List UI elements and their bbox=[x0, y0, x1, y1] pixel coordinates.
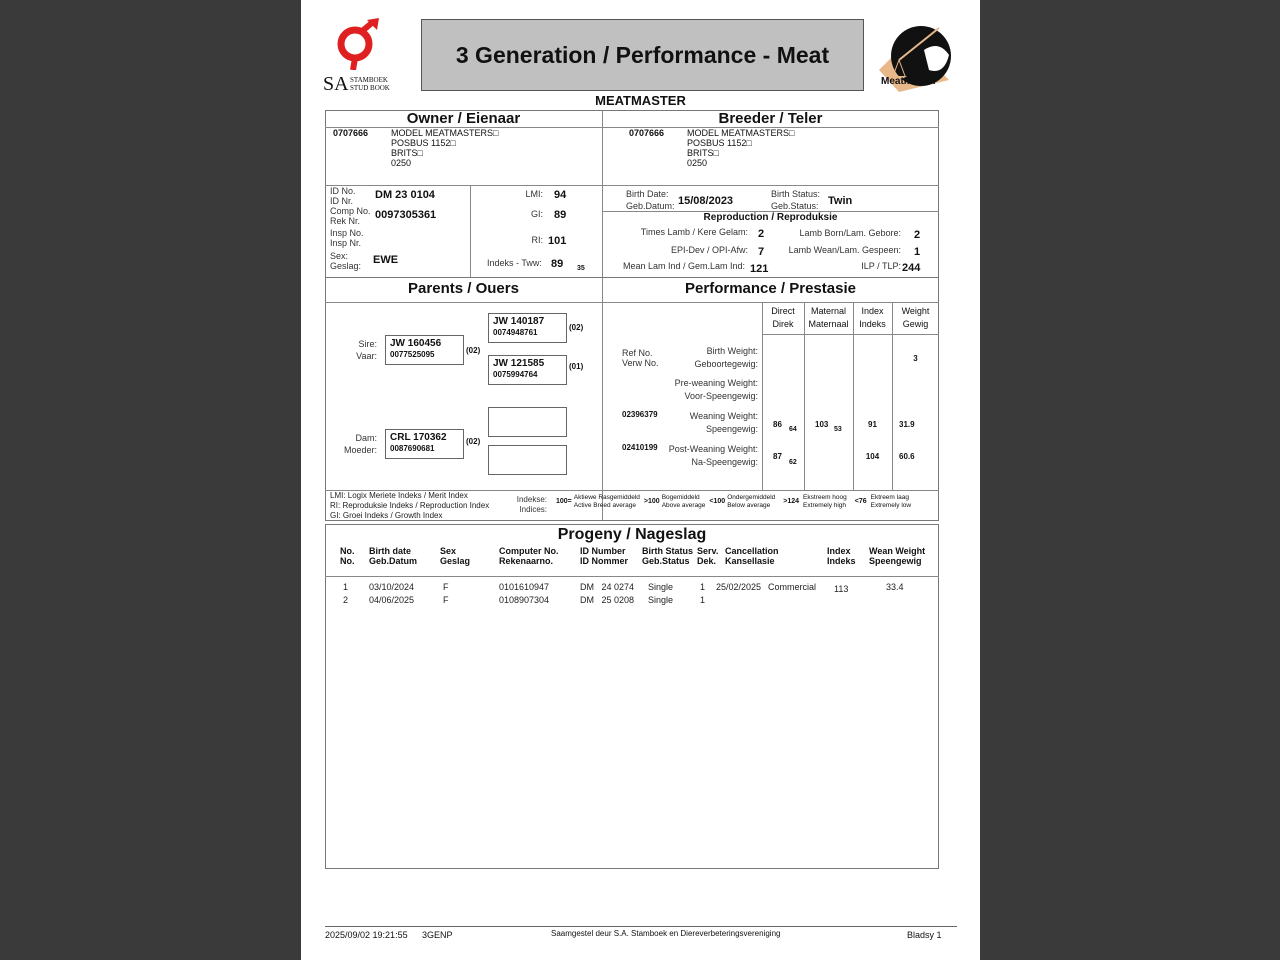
document-page: SA STAMBOEK STUD BOOK 3 Generation / Performance - Meat Meatmaster MEATMASTER Owner / Eienaar Breeder / Teler 0707666 MODEL MEATMASTERS□ POSBUS 1152□ BRITS□ 0250 0707666 MODEL MEATMASTERS□ POSBUS 1152□ BRITS□ 0250 ID No. ID Nr. DM 23 0104 Comp No. Rek Nr. 0097305361 Insp No. Insp Nr. Sex: Geslag: EWE LMI: 94 GI: 89 RI: 101 Indeks - Tww: 89 35 Birth Date: Geb.Datum: 15/08/2023 Birth Status: Geb.Status: Twin Reproduction / Reproduksie Times Lamb / Kere Gelam: 2 Lamb Born/Lam. Gebore: 2 EPI-Dev / OPI-Afw: 7 Lamb Wean/Lam. Gespeen: 1 Mean Lam Ind / Gem.Lam Ind: 121 ILP / TLP: 244 Parents / Ouers Performance / Prestasie Sire: Vaar: JW 160456 0077525095 (02) JW 140187 0074948761 (02) JW 121585 0075994764 (01) Dam: Moeder: CRL 170362 0087690681 (02) Direct Direk Maternal Maternaal Index Indeks Weight Gewig Ref No. Verw No. Birth Weight: Geboortegewig: 3 Pre-weaning Weight: Voor-Speengewig: 02396379 Weaning Weight: Speengewig: 86 64 103 53 91 31.9 02410199 Post-Weaning Weight: Na-Speengewig: 87 62 104 60.6 LMI: Logix Meriete Indeks / Merit Index RI: Reproduksie Indeks / Reproduction Index GI: Groei Indeks / Growth Index Indekse: Indices: 100= Aktiewe Rasgemiddeld Active Breed average >100 Bogemiddeld Above average <100 Ondergemiddeld Below average >124 Ekstreem hoog Extremely high <76 Ektreem laag Extremely low Progeny / Nageslag No. No. Birth date Geb.Datum Sex Geslag Computer No. Rekenaarno. ID Number ID Nommer Birth Status Geb.Status Serv. Dek. Cancellation Kansellasie Index Indeks Wean Weight Speengewig 1 03/10/2024 F 0101610947 DM 24 0274 Single 1 25/02/2025 Commercial 113 33.4 2 04/06/2025 F 0108907304 DM 25 0208 Single 1 2025/09/02 19:21:55 3GENP Saamgestel deur S.A. Stamboek en Diereverbeteringsvereniging Bladsy 1 bbox=[301, 0, 980, 960]
col-index: Index Indeks bbox=[859, 306, 886, 329]
owner-address: MODEL MEATMASTERS□ POSBUS 1152□ BRITS□ 0250 bbox=[391, 128, 499, 168]
perf-row-weaning-label: Weaning Weight: Speengewig: bbox=[689, 411, 758, 434]
indeks-sub: 35 bbox=[577, 265, 585, 272]
sire-dam-box[interactable]: JW 121585 0075994764 bbox=[488, 355, 567, 385]
title-banner bbox=[421, 19, 864, 91]
indeks-value: 89 bbox=[551, 258, 564, 270]
footer-page: Bladsy 1 bbox=[907, 930, 942, 940]
meatmaster-logo-text: Meatmaster bbox=[881, 76, 937, 87]
sa-stamboek-symbol-icon bbox=[331, 18, 383, 70]
gi-value: 89 bbox=[554, 209, 567, 221]
footer-compiled-by: Saamgestel deur S.A. Stamboek en Diereverbeteringsvereniging bbox=[551, 929, 781, 938]
dam-box[interactable]: CRL 170362 0087690681 bbox=[385, 429, 464, 459]
birth-status: Twin bbox=[828, 195, 853, 207]
parents-heading: Parents / Ouers bbox=[408, 280, 519, 297]
dam-sire-box-empty bbox=[488, 407, 567, 437]
reproduction-heading: Reproduction / Reproduksie bbox=[703, 212, 838, 223]
progeny-row[interactable]: 1 03/10/2024 F 0101610947 DM 24 0274 Single 1 25/02/2025 Commercial 113 33.4 bbox=[343, 582, 904, 594]
breeder-number: 0707666 bbox=[629, 128, 665, 138]
owner-number: 0707666 bbox=[333, 128, 369, 138]
footer-timestamp: 2025/09/02 19:21:55 bbox=[325, 930, 408, 940]
birth-date: 15/08/2023 bbox=[678, 195, 734, 207]
logo-sub2: STUD BOOK bbox=[350, 84, 390, 92]
mean-lam-ind: 121 bbox=[750, 263, 769, 275]
sire-box[interactable]: JW 160456 0077525095 bbox=[385, 335, 464, 365]
legend: LMI: Logix Meriete Indeks / Merit Index RI: Reproduksie Indeks / Reproduction Index GI: Groei Indeks / Growth Index bbox=[330, 491, 490, 520]
col-weight: Weight Gewig bbox=[901, 306, 930, 329]
epi-dev: 7 bbox=[758, 246, 765, 258]
page-title: 3 Generation / Performance - Meat bbox=[455, 41, 830, 68]
sire-sire-box[interactable]: JW 140187 0074948761 bbox=[488, 313, 567, 343]
sa-stamboek-logo bbox=[321, 18, 399, 95]
dam-dam-box-empty bbox=[488, 445, 567, 475]
progeny-heading: Progeny / Nageslag bbox=[557, 526, 707, 543]
meatmaster-logo bbox=[869, 20, 961, 94]
legend-items: 100= Aktiewe Rasgemiddeld Active Breed average >100 Bogemiddeld Above average <100 Ondergemiddeld Below average >124 Ekstreem hoog Extremely high <76 Ektreem laag Extremely low bbox=[556, 494, 912, 509]
ri-value: 101 bbox=[548, 235, 567, 247]
breed-name: MEATMASTER bbox=[595, 93, 686, 108]
breeder-address: MODEL MEATMASTERS□ POSBUS 1152□ BRITS□ 0250 bbox=[687, 128, 795, 168]
perf-row-birth-label: Birth Weight: Geboortegewig: bbox=[694, 346, 758, 369]
owner-heading: Owner / Eienaar bbox=[406, 110, 521, 127]
times-lamb: 2 bbox=[758, 228, 765, 240]
perf-row-preweaning-label: Pre-weaning Weight: Voor-Speengewig: bbox=[674, 378, 758, 401]
perf-row-postweaning-label: Post-Weaning Weight: Na-Speengewig: bbox=[668, 444, 758, 467]
ilp-tlp: 244 bbox=[902, 262, 921, 274]
sex-value: EWE bbox=[373, 254, 399, 266]
lamb-wean: 1 bbox=[914, 246, 921, 258]
lmi-value: 94 bbox=[554, 189, 567, 201]
breeder-heading: Breeder / Teler bbox=[718, 110, 823, 127]
computer-number: 0097305361 bbox=[375, 209, 437, 221]
performance-heading: Performance / Prestasie bbox=[685, 280, 856, 297]
progeny-row[interactable]: 2 04/06/2025 F 0108907304 DM 25 0208 Single 1 bbox=[343, 595, 706, 605]
footer-report-code: 3GENP bbox=[422, 930, 453, 940]
col-maternal: Maternal Maternaal bbox=[808, 306, 849, 329]
id-number: DM 23 0104 bbox=[375, 189, 435, 201]
col-direct: Direct Direk bbox=[771, 306, 795, 329]
logo-sa-text: SA bbox=[323, 73, 349, 95]
lamb-born: 2 bbox=[914, 229, 921, 241]
progeny-header: No. No. Birth date Geb.Datum Sex Geslag Computer No. Rekenaarno. ID Number ID Nommer Birth Status Geb.Status Serv. Dek. Cancellation Kansellasie Index Indeks Wean Weight Speengewig bbox=[340, 546, 926, 566]
logo-sub1: STAMBOEK bbox=[350, 76, 388, 84]
